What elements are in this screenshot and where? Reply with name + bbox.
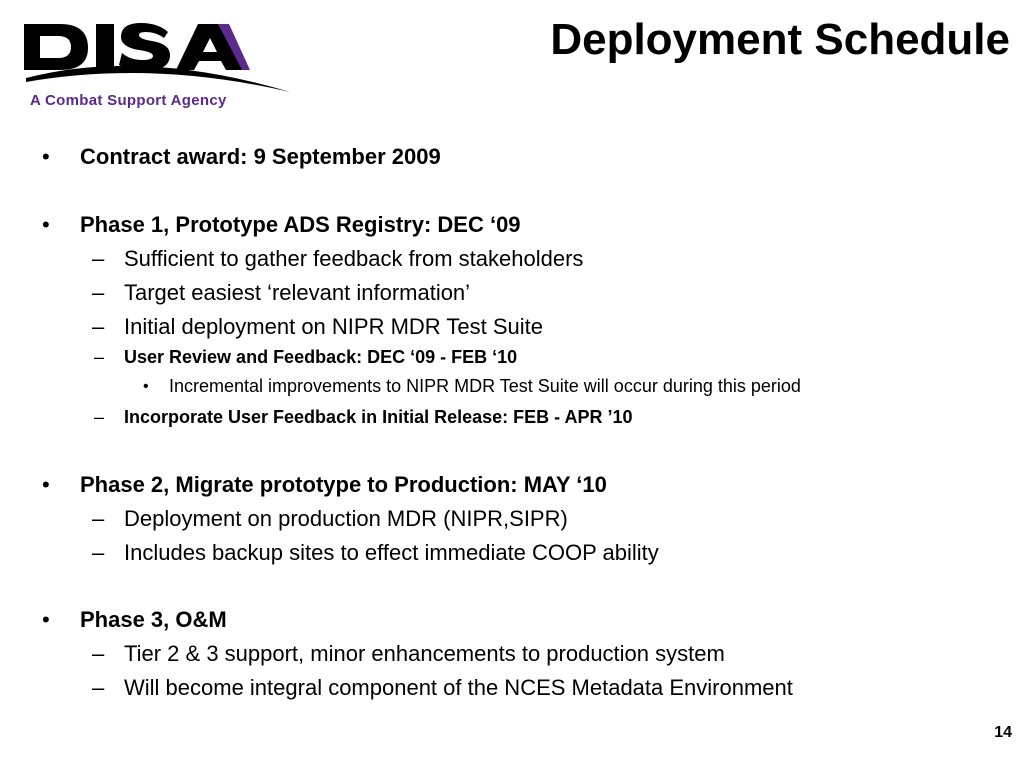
- dash-marker: –: [94, 347, 105, 367]
- list-subitem: Sufficient to gather feedback from stakeholders: [124, 246, 584, 271]
- list-subitem: Deployment on production MDR (NIPR,SIPR): [124, 506, 568, 531]
- dash-marker: –: [92, 675, 105, 700]
- list-item-phase-1: Phase 1, Prototype ADS Registry: DEC ‘09: [80, 212, 521, 237]
- list-subitem: Target easiest ‘relevant information’: [124, 280, 471, 305]
- bullet-marker: •: [42, 472, 50, 497]
- bullet-marker: •: [42, 144, 50, 169]
- dash-marker: –: [92, 641, 105, 666]
- list-subitem: Tier 2 & 3 support, minor enhancements to production system: [124, 641, 725, 666]
- bullet-marker: •: [42, 212, 50, 237]
- bullet-marker: •: [143, 378, 149, 395]
- dash-marker: –: [92, 506, 105, 531]
- list-subitem: Initial deployment on NIPR MDR Test Suite: [124, 314, 543, 339]
- dash-marker: –: [92, 246, 105, 271]
- dash-marker: –: [94, 407, 105, 427]
- dash-marker: –: [92, 314, 105, 339]
- dash-marker: –: [92, 540, 105, 565]
- list-subitem: Includes backup sites to effect immediate COOP ability: [124, 540, 659, 565]
- page-number: 14: [994, 724, 1012, 741]
- list-item-phase-3: Phase 3, O&M: [80, 607, 227, 632]
- list-subitem-incorporate-feedback: Incorporate User Feedback in Initial Release: FEB - APR ’10: [124, 407, 633, 427]
- list-subsubitem: Incremental improvements to NIPR MDR Test Suite will occur during this period: [169, 376, 801, 396]
- page-title: Deployment Schedule: [550, 15, 1010, 64]
- list-item-contract-award: Contract award: 9 September 2009: [80, 144, 441, 169]
- list-subitem-user-review: User Review and Feedback: DEC ‘09 - FEB ‘10: [124, 347, 518, 367]
- logo-tagline: A Combat Support Agency: [30, 92, 227, 109]
- list-subitem: Will become integral component of the NCES Metadata Environment: [124, 675, 793, 700]
- dash-marker: –: [92, 280, 105, 305]
- list-item-phase-2: Phase 2, Migrate prototype to Production: MAY ‘10: [80, 472, 607, 497]
- bullet-marker: •: [42, 607, 50, 632]
